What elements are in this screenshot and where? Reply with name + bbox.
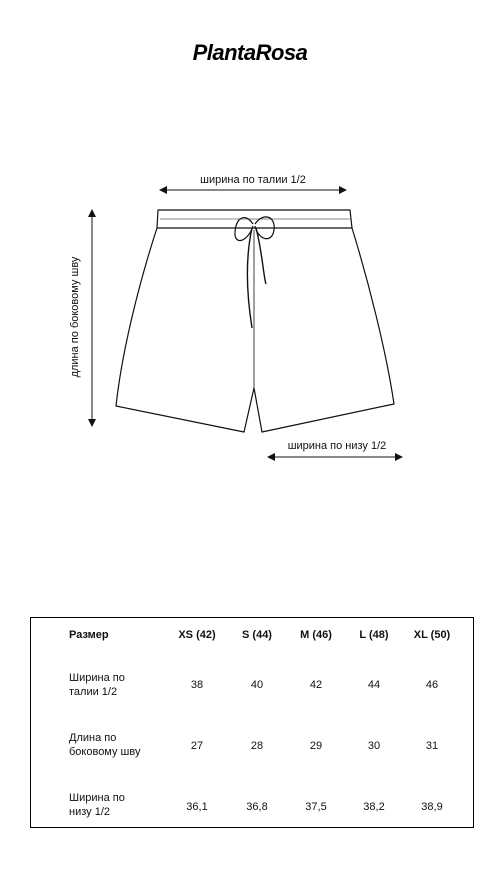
- shorts-diagram: [0, 160, 500, 480]
- table-cell: 36,1: [186, 801, 208, 813]
- header-size-s: S (44): [242, 629, 272, 641]
- table-cell: 40: [250, 679, 264, 691]
- table-cell: 31: [425, 740, 439, 752]
- row-label: [69, 791, 159, 819]
- header-size-label: Размер: [69, 629, 109, 641]
- row-label-line1: Ширина по: [69, 792, 125, 804]
- brand-logo: PlantaRosa: [192, 40, 308, 65]
- table-cell: 37,5: [305, 801, 327, 813]
- table-cell: 38,2: [363, 801, 385, 813]
- header-size-xl: XL (50): [413, 629, 451, 641]
- table-cell: 30: [367, 740, 381, 752]
- hem-width-label: ширина по низу 1/2: [287, 440, 387, 452]
- row-label-line2: талии 1/2: [69, 686, 118, 698]
- side-length-label: длина по боковому шву: [69, 256, 81, 378]
- header-size-l: L (48): [359, 629, 389, 641]
- shorts-sketch: [116, 210, 394, 432]
- size-table: [30, 617, 474, 828]
- row-label-line2: низу 1/2: [69, 806, 110, 818]
- table-cell: 38: [190, 679, 204, 691]
- header-size-xs: XS (42): [178, 629, 216, 641]
- row-label: [69, 671, 159, 699]
- table-cell: 44: [367, 679, 381, 691]
- waist-width-label: ширина по талии 1/2: [200, 174, 306, 186]
- table-cell: 42: [309, 679, 323, 691]
- table-cell: 46: [425, 679, 439, 691]
- table-cell: 29: [309, 740, 323, 752]
- table-cell: 27: [190, 740, 204, 752]
- table-cell: 36,8: [246, 801, 268, 813]
- row-label-line1: Ширина по: [69, 672, 125, 684]
- header-size-m: M (46): [300, 629, 332, 641]
- row-label-line1: Длина по: [69, 732, 117, 744]
- row-label: [69, 731, 159, 759]
- row-label-line2: боковому шву: [69, 746, 141, 758]
- table-cell: 38,9: [421, 801, 443, 813]
- table-cell: 28: [250, 740, 264, 752]
